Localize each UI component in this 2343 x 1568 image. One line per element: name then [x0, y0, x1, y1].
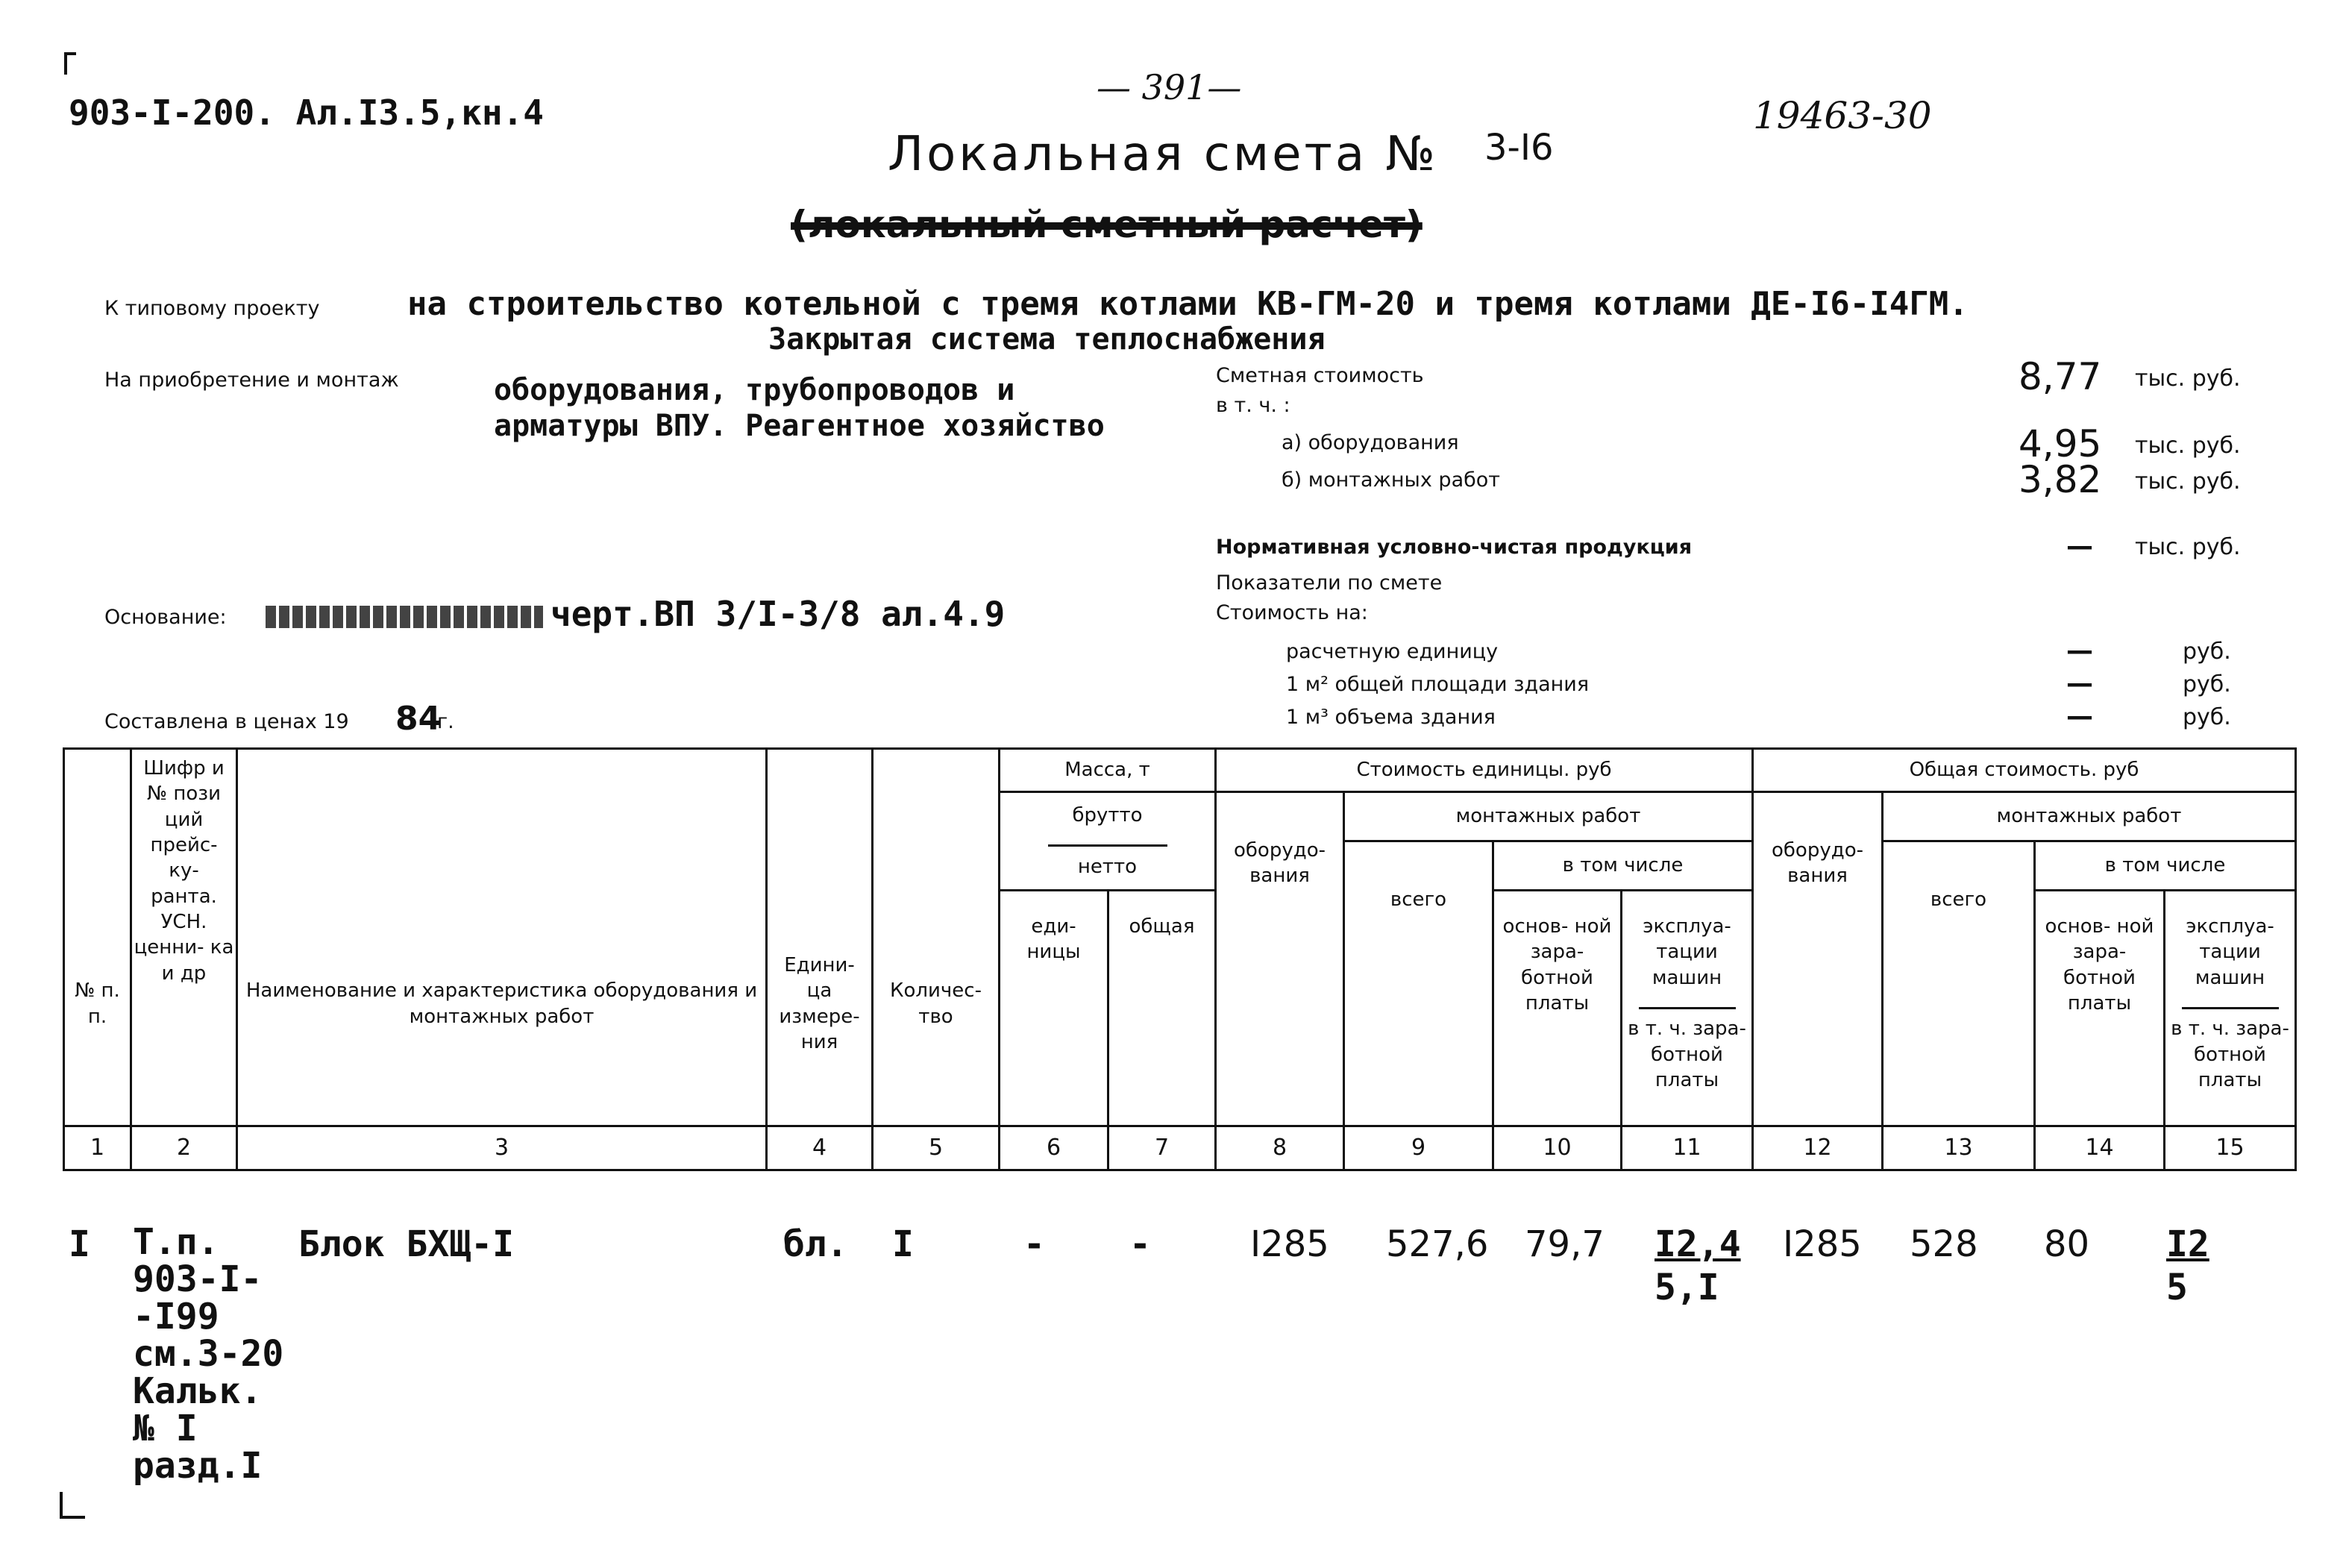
- machines-label: эксплуа- тации машин: [2186, 915, 2274, 989]
- row-unit-wages: 79,7: [1525, 1223, 1605, 1265]
- col-number: 5: [873, 1126, 1000, 1170]
- machines-divider: [2182, 1007, 2279, 1009]
- header-mass-total: общая: [1108, 891, 1216, 1126]
- row-unit-machines: I2,4: [1654, 1223, 1741, 1265]
- equipment-unit: тыс. руб.: [2135, 433, 2241, 459]
- corner-mark-top-left: [64, 52, 67, 75]
- header-total-cost: Общая стоимость. руб: [1753, 749, 2296, 792]
- header-unit: Едини- ца измере- ния: [767, 749, 873, 1126]
- header-brutto: брутто: [1072, 804, 1143, 827]
- row-name: Блок БХЩ-I: [298, 1223, 514, 1265]
- header-total-install: монтажных работ: [1883, 792, 2296, 841]
- col-number: 11: [1622, 1126, 1753, 1170]
- row-total-machines: I2: [2166, 1223, 2209, 1265]
- project-text-line1: на строительство котельной с тремя котлами КВ-ГМ-20 и тремя котлами ДЕ-I6-I4ГМ.: [407, 285, 1969, 323]
- project-text-line2: Закрытая система теплоснабжения: [768, 322, 1326, 357]
- code-line: № I: [133, 1408, 198, 1449]
- code-line: -I99: [133, 1296, 219, 1337]
- calc-unit-value: —: [2066, 636, 2093, 666]
- purchase-line1: оборудования, трубопроводов и: [494, 373, 1015, 407]
- indicators-label: Показатели по смете: [1216, 571, 1443, 595]
- area-rub: руб.: [2183, 671, 2231, 697]
- header-total-incl: в том числе: [2035, 841, 2296, 891]
- header-unit-install-total: всего: [1344, 841, 1493, 1126]
- col-number: 12: [1753, 1126, 1883, 1170]
- col-number: 6: [1000, 1126, 1108, 1170]
- code-line: см.3-20: [133, 1333, 284, 1375]
- row-mass-unit: -: [1023, 1223, 1045, 1265]
- basis-value: черт.ВП 3/I-3/8 ал.4.9: [551, 594, 1006, 634]
- header-unit-equipment: оборудо- вания: [1216, 792, 1344, 1126]
- struck-subtitle: (локальный сметный расчет): [791, 203, 1423, 246]
- header-num: № п. п.: [64, 749, 131, 1126]
- estimate-number: 3-I6: [1484, 127, 1554, 169]
- brutto-netto-divider: [1048, 844, 1167, 847]
- volume-rub: руб.: [2183, 704, 2231, 730]
- equipment-label: а) оборудования: [1282, 431, 1459, 454]
- header-name: Наименование и характеристика оборудования и монтажных работ: [237, 749, 767, 1126]
- struck-basis-text: [266, 606, 543, 628]
- col-number: 2: [131, 1126, 237, 1170]
- row-unit-machines-wages: 5,I: [1654, 1267, 1719, 1308]
- calc-unit-rub: руб.: [2183, 639, 2231, 665]
- header-total-equipment: оборудо- вания: [1753, 792, 1883, 1126]
- document-code: 903-I-200. Ал.I3.5,кн.4: [69, 92, 544, 133]
- prices-label: Составлена в ценах 19: [104, 710, 349, 733]
- archive-number: 19463-30: [1753, 94, 1932, 137]
- page-number: — 391—: [1097, 67, 1242, 107]
- code-line: разд.I: [133, 1445, 263, 1487]
- code-line: 903-I-: [133, 1258, 263, 1300]
- col-number: 14: [2035, 1126, 2165, 1170]
- header-mass-unit: еди- ницы: [1000, 891, 1108, 1126]
- purchase-line2: арматуры ВПУ. Реагентное хозяйство: [494, 409, 1105, 443]
- header-unit-machines: [1622, 891, 1753, 1126]
- row-num: I: [69, 1223, 90, 1265]
- prices-suffix: г.: [437, 710, 454, 733]
- installation-value: 3,82: [2019, 458, 2102, 501]
- estimate-cost-unit: тыс. руб.: [2135, 366, 2241, 392]
- row-total-install: 528: [1910, 1223, 1978, 1265]
- machines-label: эксплуа- тации машин: [1643, 915, 1731, 989]
- col-number: 3: [237, 1126, 767, 1170]
- estimate-cost-value: 8,77: [2019, 355, 2102, 398]
- row-unit-equipment: I285: [1250, 1223, 1329, 1265]
- including-label: в т. ч. :: [1216, 394, 1290, 417]
- estimate-cost-label: Сметная стоимость: [1216, 364, 1424, 387]
- installation-label: б) монтажных работ: [1282, 468, 1501, 492]
- corner-mark-top-left-h: [64, 52, 76, 55]
- col-number: 15: [2165, 1126, 2296, 1170]
- row-mass-total: -: [1129, 1223, 1151, 1265]
- prices-year: 84: [395, 700, 442, 738]
- row-qty: I: [892, 1223, 914, 1265]
- header-total-machines: [2165, 891, 2296, 1126]
- purchase-label: На приобретение и монтаж: [104, 369, 399, 392]
- area-label: 1 м² общей площади здания: [1286, 673, 1590, 696]
- col-number: 7: [1108, 1126, 1216, 1170]
- estimate-table-header: [63, 747, 2297, 1171]
- page-title: Локальная смета №: [888, 127, 1438, 182]
- row-unit: бл.: [783, 1223, 848, 1265]
- corner-mark-bottom-left: [60, 1492, 63, 1519]
- basis-label: Основание:: [104, 606, 227, 629]
- normative-unit: тыс. руб.: [2135, 534, 2241, 560]
- row-code: [133, 1221, 284, 1487]
- col-number: 8: [1216, 1126, 1344, 1170]
- header-unit-wages: основ- ной зара- ботной платы: [1493, 891, 1622, 1126]
- header-code: Шифр и № пози ций прейс- ку- ранта. УСН. ценни- ка и др: [131, 749, 237, 1126]
- normative-label: Нормативная условно-чистая продукция: [1216, 536, 1693, 559]
- header-total-wages: основ- ной зара- ботной платы: [2035, 891, 2165, 1126]
- machines-sub-label: в т. ч. зара- ботной платы: [2171, 1017, 2289, 1091]
- header-unit-install: монтажных работ: [1344, 792, 1753, 841]
- volume-value: —: [2066, 701, 2093, 732]
- row-total-wages: 80: [2044, 1223, 2090, 1265]
- volume-label: 1 м³ объема здания: [1286, 706, 1496, 729]
- cost-per-label: Стоимость на:: [1216, 601, 1368, 624]
- header-unit-incl: в том числе: [1493, 841, 1753, 891]
- col-number: 4: [767, 1126, 873, 1170]
- header-brutto-netto: [1000, 792, 1216, 891]
- code-line: Т.п.: [133, 1221, 219, 1263]
- row-total-machines-wages: 5: [2166, 1267, 2188, 1308]
- header-netto: нетто: [1077, 855, 1138, 878]
- col-number: 1: [64, 1126, 131, 1170]
- col-number: 9: [1344, 1126, 1493, 1170]
- header-mass: Масса, т: [1000, 749, 1216, 792]
- row-total-equipment: I285: [1783, 1223, 1862, 1265]
- installation-unit: тыс. руб.: [2135, 468, 2241, 495]
- col-number: 13: [1883, 1126, 2035, 1170]
- project-label: К типовому проекту: [104, 297, 320, 320]
- header-unit-cost: Стоимость единицы. руб: [1216, 749, 1753, 792]
- corner-mark-bottom-left-h: [60, 1516, 85, 1519]
- machines-divider: [1639, 1007, 1736, 1009]
- calc-unit-label: расчетную единицу: [1286, 640, 1499, 663]
- machines-sub-label: в т. ч. зара- ботной платы: [1628, 1017, 1746, 1091]
- header-total-install-total: всего: [1883, 841, 2035, 1126]
- row-unit-install-total: 527,6: [1386, 1223, 1489, 1265]
- code-line: Кальк.: [133, 1370, 263, 1412]
- col-number: 10: [1493, 1126, 1622, 1170]
- area-value: —: [2066, 668, 2093, 699]
- equipment-value: 4,95: [2019, 422, 2102, 465]
- header-qty: Количес- тво: [873, 749, 1000, 1126]
- normative-value: —: [2066, 531, 2093, 562]
